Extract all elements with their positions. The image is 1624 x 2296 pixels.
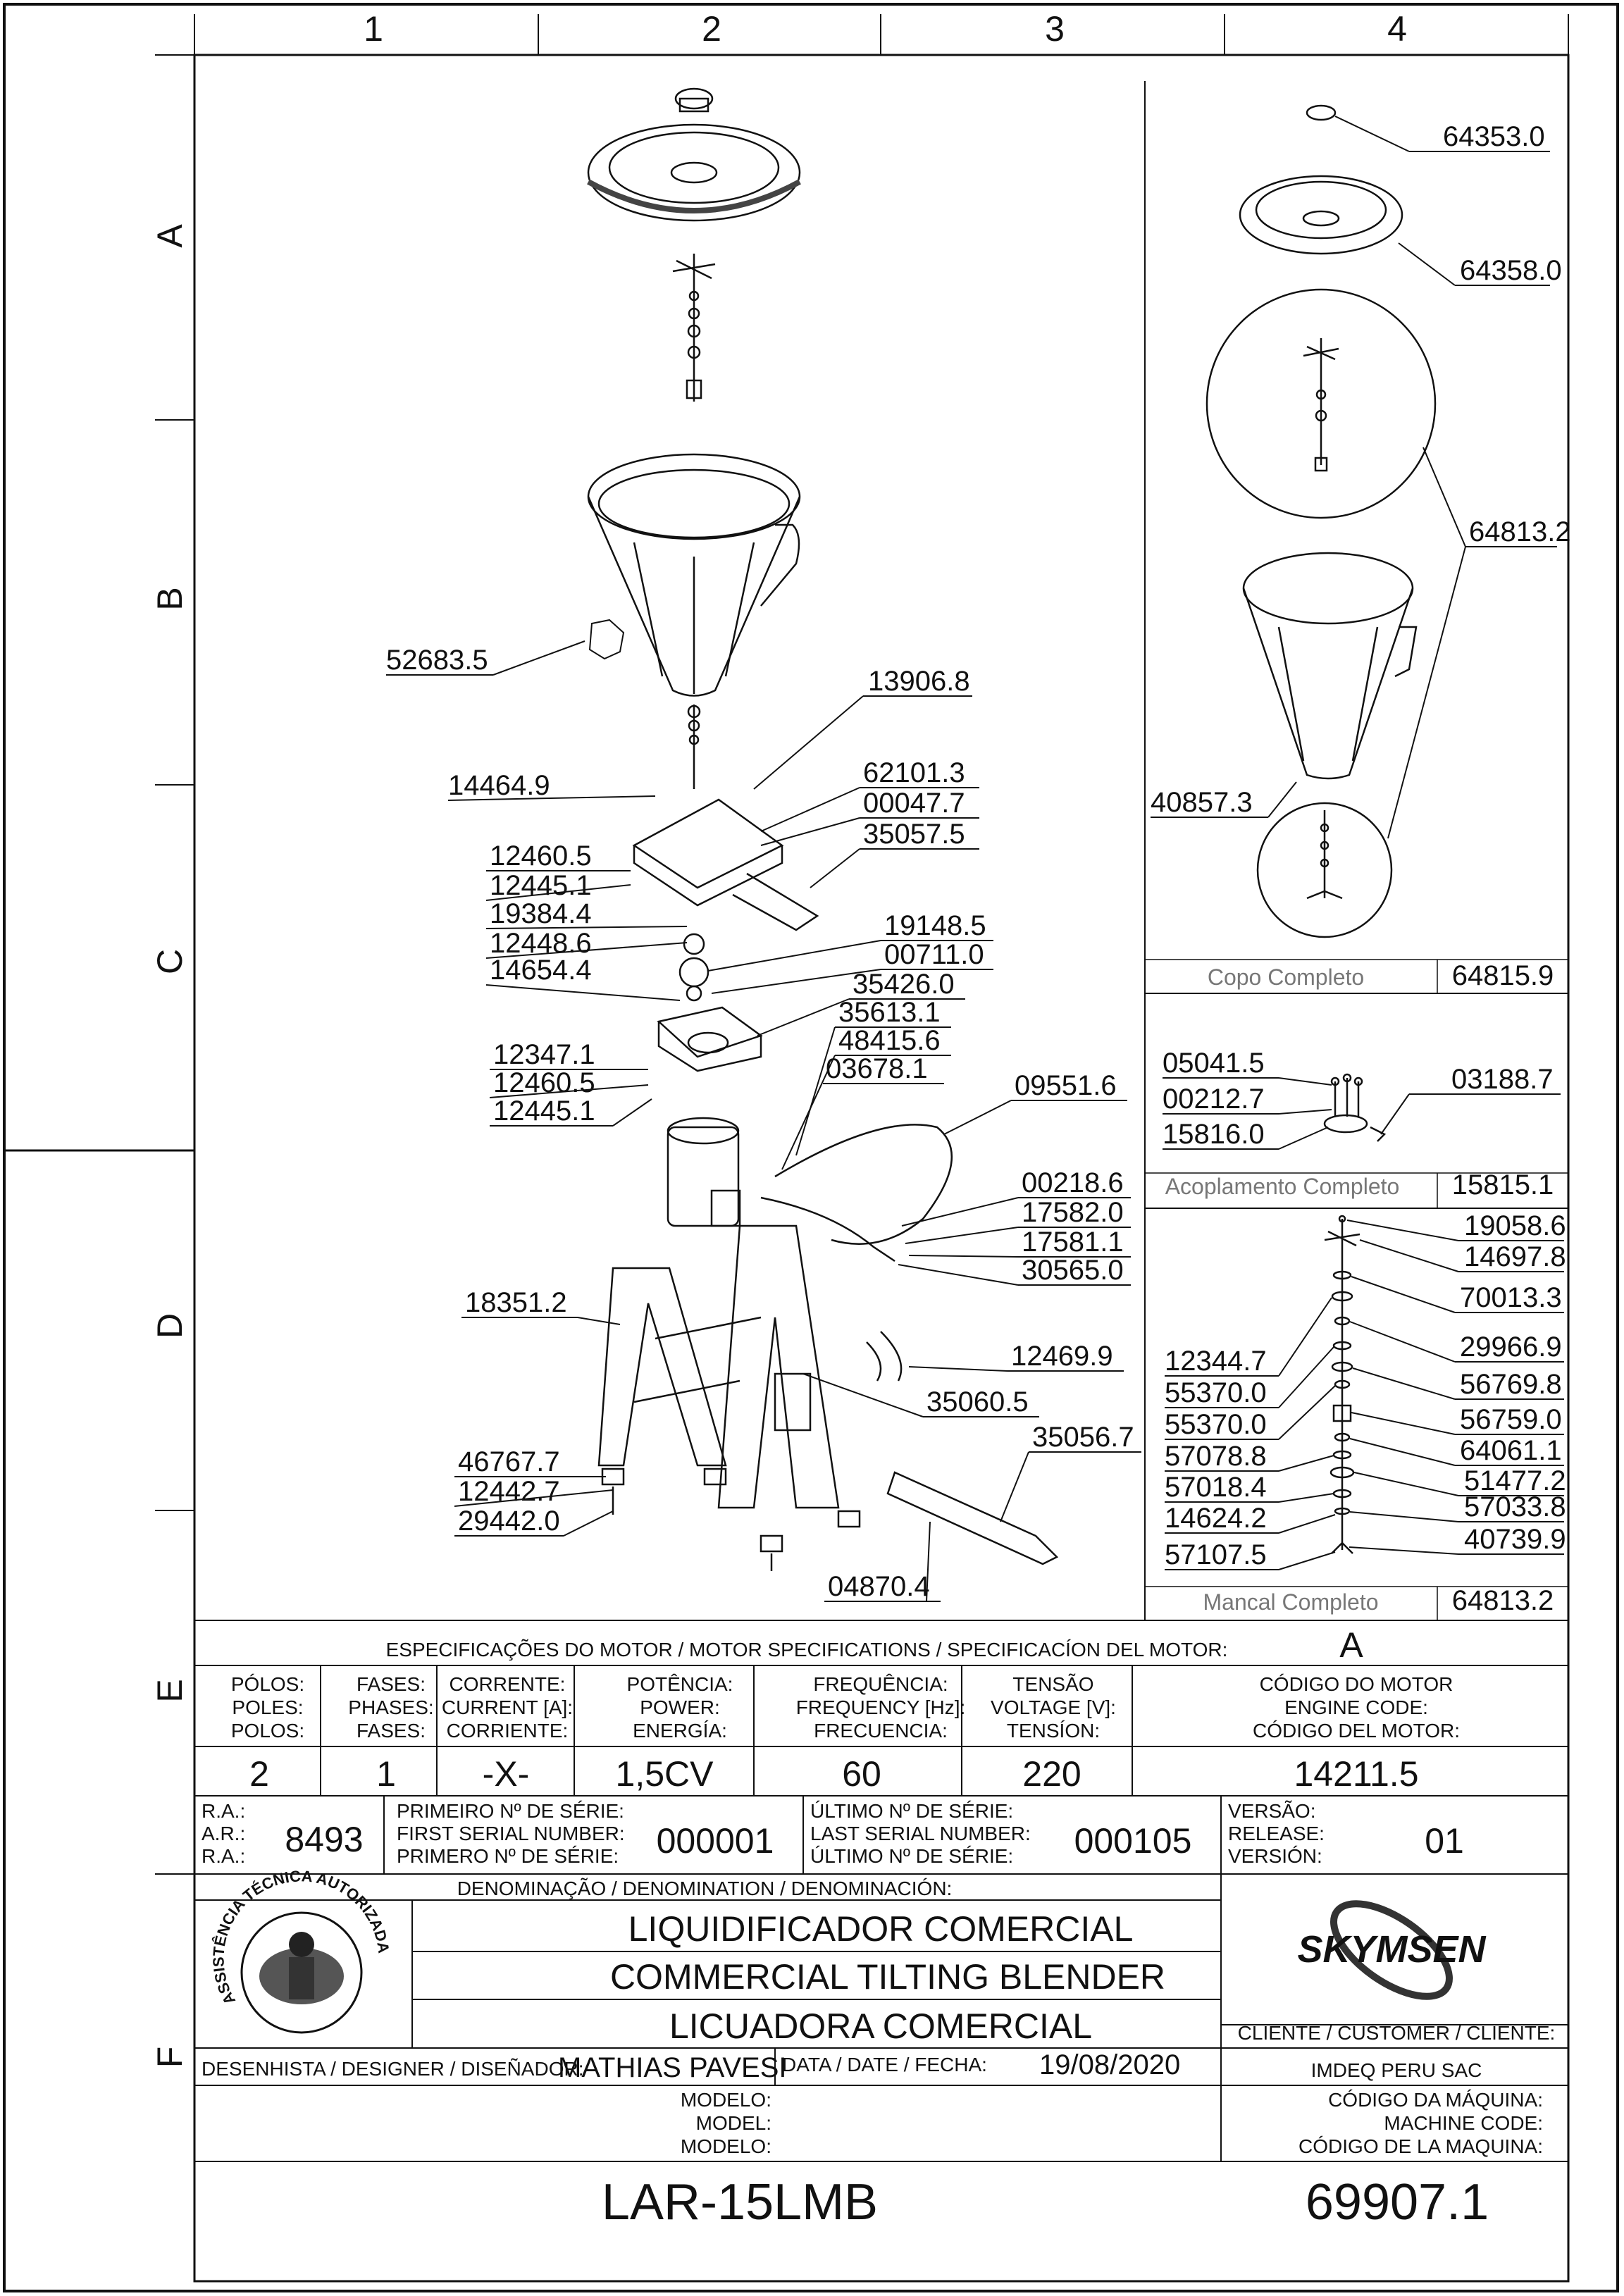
- callout-label: 12445.1: [490, 870, 592, 901]
- denomination-en: COMMERCIAL TILTING BLENDER: [609, 1957, 1166, 1997]
- machine-code-value: 69907.1: [1305, 2174, 1489, 2230]
- callout-label: 57033.8: [1464, 1491, 1566, 1522]
- callout-label: 18351.2: [465, 1287, 567, 1318]
- machine-code-label: CÓDIGO DA MÁQUINA:: [1328, 2089, 1543, 2111]
- callout-label: 12448.6: [490, 928, 592, 959]
- customer-value: IMDEQ PERU SAC: [1310, 2059, 1482, 2081]
- callout-label: 00047.7: [863, 788, 965, 819]
- ra-label: A.R.:: [202, 1823, 246, 1844]
- acoplamento-panel-code: 15815.1: [1451, 1169, 1554, 1200]
- callout-label: 12460.5: [490, 840, 592, 871]
- model-value: LAR-15LMB: [601, 2174, 879, 2230]
- callout-label: 00212.7: [1163, 1084, 1265, 1115]
- callout-label: 12445.1: [493, 1096, 595, 1127]
- callout-label: 19148.5: [884, 910, 986, 941]
- column-label-1: 1: [364, 9, 383, 49]
- callout-label: 57078.8: [1165, 1441, 1267, 1472]
- main-callouts: [386, 620, 1141, 1602]
- machine-code-label: MACHINE CODE:: [1384, 2112, 1543, 2134]
- spec-voltage-label: TENSÍON:: [1006, 1720, 1101, 1742]
- spec-phases-value: 1: [376, 1754, 396, 1794]
- row-label-e: E: [150, 1679, 190, 1703]
- denomination-es: LICUADORA COMERCIAL: [669, 2006, 1093, 2046]
- spec-phases-label: PHASES:: [348, 1696, 434, 1718]
- last-serial-label: LAST SERIAL NUMBER:: [810, 1823, 1031, 1844]
- ra-label: R.A.:: [202, 1800, 246, 1822]
- date-value: 19/08/2020: [1039, 2049, 1181, 2080]
- callout-label: 35426.0: [853, 969, 955, 1000]
- callout-label: 62101.3: [863, 757, 965, 788]
- last-serial-label: ÚLTIMO Nº DE SÉRIE:: [810, 1800, 1014, 1822]
- seal-text: ASSISTÊNCIA TÉCNICA AUTORIZADA: [209, 1867, 393, 2008]
- callout-label: 12442.7: [458, 1476, 560, 1507]
- acoplamento-callouts: [1163, 1048, 1561, 1150]
- spec-frequency-label: FREQUÊNCIA:: [813, 1673, 948, 1695]
- version-value: 01: [1425, 1821, 1464, 1861]
- spec-engine-code-label: CÓDIGO DEL MOTOR:: [1252, 1720, 1461, 1742]
- callout-label: 64813.2: [1469, 516, 1571, 547]
- spec-engine-code-label: ENGINE CODE:: [1284, 1696, 1428, 1718]
- callout-label: 14464.9: [448, 770, 550, 801]
- callout-label: 29966.9: [1460, 1332, 1562, 1363]
- ra-label: R.A.:: [202, 1845, 246, 1867]
- callout-label: 35613.1: [838, 997, 941, 1028]
- spec-poles-label: POLOS:: [230, 1720, 305, 1742]
- callout-label: 09551.6: [1015, 1070, 1117, 1101]
- spec-voltage-label: TENSÃO: [1012, 1673, 1094, 1695]
- mancal-panel-title: Mancal Completo: [1203, 1589, 1379, 1615]
- column-label-2: 2: [702, 9, 721, 49]
- callout-label: 57107.5: [1165, 1539, 1267, 1570]
- callout-label: 64061.1: [1460, 1435, 1562, 1466]
- callout-label: 00711.0: [884, 939, 984, 970]
- callout-label: 12469.9: [1011, 1341, 1113, 1372]
- callout-label: 46767.7: [458, 1446, 560, 1477]
- column-label-4: 4: [1387, 9, 1407, 49]
- version-label: VERSIÓN:: [1228, 1845, 1322, 1867]
- callout-label: 35057.5: [863, 819, 965, 850]
- spec-phases-label: FASES:: [356, 1720, 426, 1742]
- callout-label: 14624.2: [1165, 1503, 1267, 1534]
- spec-current-value: -X-: [482, 1754, 530, 1794]
- callout-label: 19384.4: [490, 898, 592, 929]
- row-label-d: D: [150, 1313, 190, 1339]
- callout-label: 55370.0: [1165, 1409, 1267, 1440]
- motor-specs-header-value: A: [1339, 1625, 1363, 1665]
- blender-exploded-view: [588, 89, 1057, 1571]
- callout-label: 35060.5: [926, 1386, 1029, 1417]
- spec-current-label: CORRIENTE:: [446, 1720, 569, 1742]
- callout-label: 19058.6: [1464, 1210, 1566, 1241]
- mancal-callouts: [1165, 1210, 1566, 1570]
- spec-engine-code-value: 14211.5: [1294, 1754, 1419, 1794]
- callout-label: 70013.3: [1460, 1282, 1562, 1313]
- callout-label: 57018.4: [1165, 1472, 1267, 1503]
- model-label: MODELO:: [680, 2089, 771, 2111]
- spec-poles-value: 2: [249, 1754, 269, 1794]
- callout-label: 03188.7: [1451, 1064, 1554, 1095]
- acoplamento-panel-title: Acoplamento Completo: [1165, 1174, 1400, 1199]
- version-label: VERSÃO:: [1228, 1800, 1316, 1822]
- model-label: MODELO:: [680, 2135, 771, 2157]
- callout-label: 40857.3: [1151, 787, 1253, 818]
- spec-frequency-label: FREQUENCY [Hz]:: [795, 1696, 966, 1718]
- row-label-c: C: [150, 948, 190, 975]
- callout-label: 64358.0: [1460, 255, 1562, 286]
- copo-panel-code: 64815.9: [1451, 960, 1554, 991]
- first-serial-value: 000001: [656, 1821, 774, 1861]
- callout-label: 14697.8: [1464, 1241, 1566, 1272]
- skymsen-logo: [1297, 1886, 1486, 2015]
- spec-current-label: CURRENT [A]:: [441, 1696, 574, 1718]
- callout-label: 52683.5: [386, 645, 488, 676]
- version-label: RELEASE:: [1228, 1823, 1325, 1844]
- last-serial-label: ÚLTIMO Nº DE SÉRIE:: [810, 1845, 1014, 1867]
- callout-label: 17582.0: [1022, 1197, 1124, 1228]
- machine-code-label: CÓDIGO DE LA MAQUINA:: [1298, 2135, 1543, 2157]
- callout-label: 51477.2: [1464, 1465, 1566, 1496]
- designer-label: DESENHISTA / DESIGNER / DISEÑADOR:: [202, 2058, 584, 2080]
- motor-specs-header: ESPECIFICAÇÕES DO MOTOR / MOTOR SPECIFICATIONS / SPECIFICACÍON DEL MOTOR:: [385, 1639, 1228, 1661]
- spec-frequency-value: 60: [842, 1754, 881, 1794]
- motor-specs-table: [194, 1620, 1568, 1796]
- acoplamento-panel-drawing: [1325, 1074, 1384, 1141]
- designer-value: MATHIAS PAVESI: [558, 2052, 787, 2083]
- column-label-3: 3: [1045, 9, 1065, 49]
- callout-label: 17581.1: [1022, 1227, 1124, 1258]
- callout-label: 12460.5: [493, 1067, 595, 1098]
- spec-poles-label: POLES:: [232, 1696, 304, 1718]
- spec-frequency-label: FRECUENCIA:: [814, 1720, 948, 1742]
- spec-current-label: CORRENTE:: [449, 1673, 566, 1695]
- brand-name: SKYMSEN: [1297, 1928, 1486, 1971]
- model-label: MODEL:: [695, 2112, 771, 2134]
- callout-label: 56769.8: [1460, 1369, 1562, 1400]
- ra-value: 8493: [285, 1820, 364, 1859]
- callout-label: 64353.0: [1443, 121, 1545, 152]
- first-serial-label: PRIMEIRO Nº DE SÉRIE:: [397, 1800, 624, 1822]
- callout-label: 03678.1: [826, 1053, 928, 1084]
- spec-poles-label: PÓLOS:: [230, 1673, 305, 1695]
- callout-label: 05041.5: [1163, 1048, 1265, 1079]
- callout-label: 12347.1: [493, 1039, 595, 1070]
- spec-power-label: POWER:: [640, 1696, 720, 1718]
- mancal-panel-code: 64813.2: [1451, 1585, 1554, 1616]
- authorized-service-seal: [209, 1867, 392, 2033]
- callout-label: 55370.0: [1165, 1377, 1267, 1408]
- spec-voltage-label: VOLTAGE [V]:: [991, 1696, 1116, 1718]
- callout-label: 56759.0: [1460, 1404, 1562, 1435]
- first-serial-label: PRIMERO Nº DE SÉRIE:: [397, 1845, 619, 1867]
- denomination-header: DENOMINAÇÃO / DENOMINATION / DENOMINACIÓN:: [457, 1878, 953, 1899]
- row-label-b: B: [150, 587, 190, 611]
- callout-label: 40739.9: [1464, 1524, 1566, 1555]
- first-serial-label: FIRST SERIAL NUMBER:: [397, 1823, 625, 1844]
- spec-engine-code-label: CÓDIGO DO MOTOR: [1259, 1673, 1453, 1695]
- spec-power-label: POTÊNCIA:: [626, 1673, 733, 1695]
- callout-label: 15816.0: [1163, 1119, 1265, 1150]
- date-label: DATA / DATE / FECHA:: [782, 2054, 987, 2075]
- copo-panel-title: Copo Completo: [1207, 964, 1365, 990]
- last-serial-value: 000105: [1074, 1821, 1192, 1861]
- customer-label: CLIENTE / CUSTOMER / CLIENTE:: [1237, 2022, 1556, 2044]
- callout-label: 00218.6: [1022, 1167, 1124, 1198]
- spec-power-label: ENERGÍA:: [633, 1720, 727, 1742]
- callout-label: 30565.0: [1022, 1255, 1124, 1286]
- denomination-pt: LIQUIDIFICADOR COMERCIAL: [628, 1909, 1134, 1949]
- row-label-f: F: [150, 2046, 190, 2068]
- callout-label: 04870.4: [828, 1571, 930, 1602]
- spec-phases-label: FASES:: [356, 1673, 426, 1695]
- spec-power-value: 1,5CV: [615, 1754, 714, 1794]
- callout-label: 12344.7: [1165, 1346, 1267, 1377]
- copo-callouts: [1151, 116, 1571, 838]
- serials-row: [194, 1796, 1568, 1874]
- row-label-a: A: [150, 224, 190, 248]
- callout-label: 48415.6: [838, 1025, 941, 1056]
- callout-label: 29442.0: [458, 1506, 560, 1537]
- denomination-block: [194, 1874, 1568, 2161]
- spec-voltage-value: 220: [1022, 1754, 1081, 1794]
- callout-label: 14654.4: [490, 955, 592, 986]
- mancal-panel-drawing: [1325, 1216, 1360, 1553]
- callout-label: 13906.8: [868, 666, 970, 697]
- callout-label: 35056.7: [1032, 1422, 1134, 1453]
